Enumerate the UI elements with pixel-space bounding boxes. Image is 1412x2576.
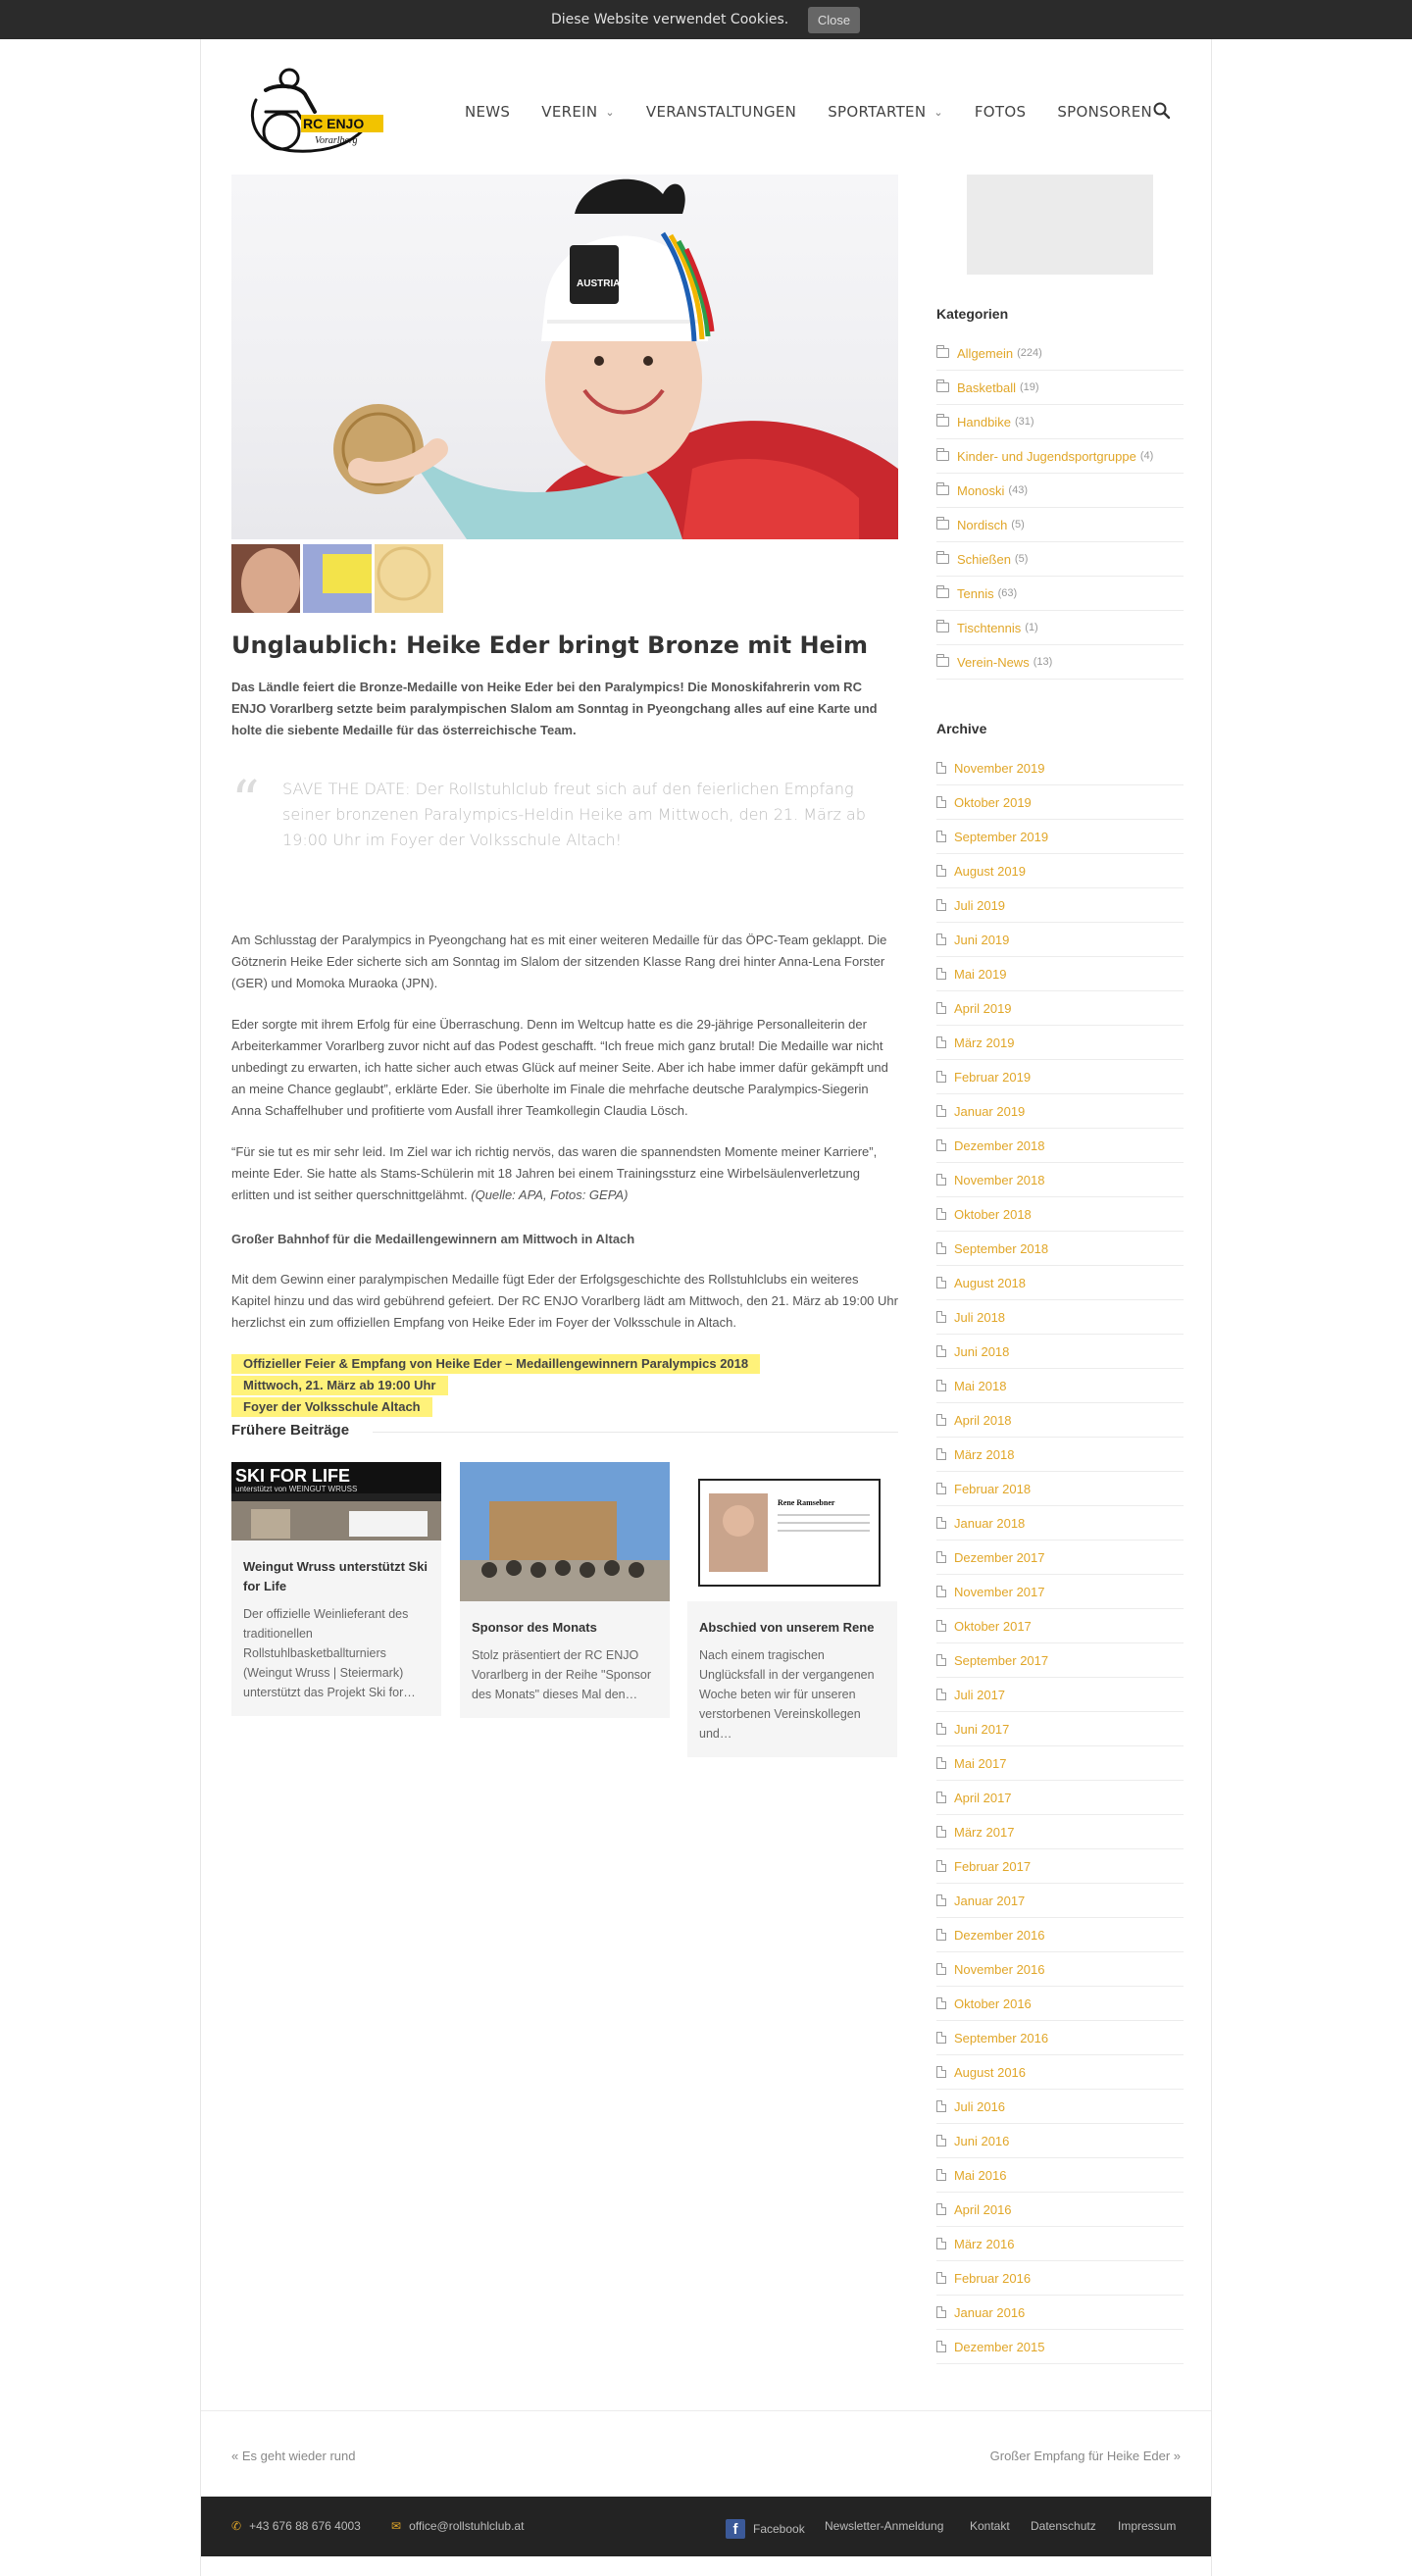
archive-item[interactable] [936, 1369, 1184, 1403]
category-label[interactable]: Handbike [957, 414, 1011, 429]
file-icon [936, 865, 946, 877]
file-icon [936, 1345, 946, 1357]
cookie-close-button[interactable]: Close [808, 7, 860, 33]
archive-label[interactable]: Januar 2016 [954, 2304, 1026, 2320]
archive-item[interactable] [936, 1438, 1184, 1472]
archive-label[interactable]: September 2017 [954, 1652, 1049, 1668]
archive-item[interactable] [936, 1129, 1184, 1163]
archive-label[interactable]: Oktober 2018 [954, 1206, 1032, 1222]
card-image-headline: SKI FOR LIFE [235, 1466, 350, 1486]
article-source: (Quelle: APA, Fotos: GEPA) [471, 1187, 629, 1202]
archive-item[interactable] [936, 2055, 1184, 2090]
card-image-sub: unterstützt von WEINGUT WRUSS [235, 1485, 358, 1493]
quote-text: SAVE THE DATE: Der Rollstuhlclub freut sich auf den feierlichen Empfang seiner bronzenen Paralympics-Heldin Heike am Mittwoch, den 21. März ab 19:00 Uhr im Foyer der Volksschule Altach! [282, 780, 866, 849]
archive-item[interactable] [936, 820, 1184, 854]
nav-sponsoren[interactable]: SPONSOREN [1057, 103, 1153, 121]
file-icon [936, 1174, 946, 1186]
file-icon [936, 1792, 946, 1803]
category-item[interactable] [936, 439, 1184, 474]
cookie-message: Diese Website verwendet Cookies. [551, 12, 789, 27]
archive-label[interactable]: Februar 2016 [954, 2270, 1032, 2286]
category-label[interactable]: Verein-News [957, 654, 1030, 670]
related-card[interactable] [687, 1462, 897, 1757]
archive-list [936, 751, 1184, 2364]
category-count: (4) [1139, 450, 1154, 462]
related-card-image[interactable] [231, 1462, 441, 1541]
file-icon [936, 1997, 946, 2009]
phone-icon: ✆ [231, 2519, 242, 2533]
thumbnail-2[interactable] [303, 544, 372, 613]
archive-item[interactable] [936, 1094, 1184, 1129]
file-icon [936, 1654, 946, 1666]
folder-icon [936, 657, 949, 667]
page-container [200, 39, 1212, 2576]
file-icon [936, 1860, 946, 1872]
file-icon [936, 1208, 946, 1220]
article-lead: Das Ländle feiert die Bronze-Medaille von Heike Eder bei den Paralympics! Die Monoskifahrerin vom RC ENJO Vorarlberg setzte beim paralympischen Slalom am Sonntag in Pyeongchang alles auf eine Karte und holte die siebente Medaille für das österreichische Team. [231, 680, 878, 737]
category-item[interactable] [936, 611, 1184, 645]
folder-icon [936, 520, 949, 530]
archive-label[interactable]: Mai 2016 [954, 2167, 1007, 2183]
archive-label[interactable]: Oktober 2016 [954, 1995, 1032, 2011]
archive-item[interactable] [936, 1849, 1184, 1884]
file-icon [936, 1105, 946, 1117]
archive-item[interactable] [936, 1472, 1184, 1506]
archive-item[interactable] [936, 1575, 1184, 1609]
article-subheading: Großer Bahnhof für die Medaillengewinnern am Mittwoch in Altach [231, 1232, 635, 1246]
footer-facebook-link[interactable]: f Facebook [726, 2519, 805, 2539]
archive-label[interactable]: Januar 2019 [954, 1103, 1026, 1119]
file-icon [936, 1002, 946, 1014]
site-logo[interactable] [236, 61, 393, 169]
cookie-bar [0, 0, 1412, 39]
category-count: (13) [1033, 656, 1053, 668]
thumbnail-3[interactable] [375, 544, 443, 613]
archive-label[interactable]: Oktober 2019 [954, 794, 1032, 810]
related-card-image[interactable] [687, 1462, 897, 1601]
facebook-icon: f [726, 2519, 745, 2539]
category-count: (31) [1014, 416, 1034, 428]
archive-item[interactable] [936, 923, 1184, 957]
file-icon [936, 1277, 946, 1288]
archive-label[interactable]: März 2016 [954, 2236, 1015, 2251]
quote-icon: “ [231, 770, 260, 833]
categories-list [936, 336, 1184, 680]
archive-item[interactable] [936, 1918, 1184, 1952]
archive-item[interactable] [936, 2296, 1184, 2330]
archive-item[interactable] [936, 1712, 1184, 1746]
archive-label[interactable]: Februar 2019 [954, 1069, 1032, 1085]
archive-label[interactable]: November 2019 [954, 760, 1045, 776]
archive-item[interactable] [936, 1541, 1184, 1575]
folder-icon [936, 554, 949, 564]
file-icon [936, 2272, 946, 2284]
related-divider [373, 1432, 898, 1433]
article-paragraph-4: Mit dem Gewinn einer paralympischen Medaille fügt Eder der Erfolgsgeschichte des Rollstuhlclubs ein weiteres Kapitel hinzu und das wird gebührend gefeiert. Der RC ENJO Vorarlberg lädt am Mittwoch, den 21. März ab 19:00 Uhr herzlichst ein zum offiziellen Empfang von Heike Eder im Foyer der Volksschule in Altach. [231, 1272, 898, 1330]
category-count: (19) [1019, 381, 1039, 393]
file-icon [936, 1311, 946, 1323]
category-item[interactable] [936, 371, 1184, 405]
archive-title: Archive [936, 721, 987, 736]
archive-label[interactable]: Dezember 2015 [954, 2339, 1045, 2354]
archive-label[interactable]: September 2018 [954, 1240, 1049, 1256]
related-card[interactable] [231, 1462, 441, 1716]
highlight-line: Foyer der Volksschule Altach [231, 1397, 432, 1417]
archive-item[interactable] [936, 751, 1184, 785]
archive-item[interactable] [936, 2193, 1184, 2227]
related-card-excerpt: Stolz präsentiert der RC ENJO Vorarlberg in der Reihe "Sponsor des Monats" dieses Mal den… [472, 1648, 652, 1701]
archive-label[interactable]: November 2016 [954, 1961, 1045, 1977]
archive-item[interactable] [936, 888, 1184, 923]
file-icon [936, 2032, 946, 2044]
footer-datenschutz-link[interactable]: Datenschutz [1031, 2519, 1096, 2533]
archive-item[interactable] [936, 2021, 1184, 2055]
archive-label[interactable]: August 2016 [954, 2064, 1027, 2080]
category-count: (5) [1014, 553, 1029, 565]
archive-label[interactable]: Juni 2017 [954, 1721, 1010, 1737]
archive-item[interactable] [936, 2227, 1184, 2261]
file-icon [936, 1242, 946, 1254]
file-icon [936, 1036, 946, 1048]
footer-email[interactable]: ✉ office@rollstuhlclub.at [391, 2519, 525, 2533]
file-icon [936, 2066, 946, 2078]
site-footer [201, 2497, 1211, 2556]
folder-icon [936, 417, 949, 427]
archive-label[interactable]: Juni 2016 [954, 2133, 1010, 2148]
thumbnail-1[interactable] [231, 544, 300, 613]
category-label[interactable]: Tennis [957, 585, 994, 601]
file-icon [936, 2238, 946, 2249]
cap-label-text: AUSTRIA [577, 278, 621, 289]
file-icon [936, 1517, 946, 1529]
archive-label[interactable]: März 2019 [954, 1035, 1015, 1050]
category-item[interactable] [936, 336, 1184, 371]
file-icon [936, 1723, 946, 1735]
related-card-title[interactable]: Weingut Wruss unterstützt Ski for Life [243, 1559, 429, 1593]
post-nav-divider [201, 2410, 1211, 2411]
archive-item[interactable] [936, 1060, 1184, 1094]
archive-label[interactable]: März 2018 [954, 1446, 1015, 1462]
category-count: (1) [1025, 622, 1038, 633]
file-icon [936, 2135, 946, 2147]
file-icon [936, 1551, 946, 1563]
related-card-title[interactable]: Abschied von unserem Rene [699, 1620, 875, 1635]
category-item[interactable] [936, 645, 1184, 680]
footer-impressum-link[interactable]: Impressum [1118, 2519, 1177, 2533]
category-label[interactable]: Monoski [957, 482, 1005, 498]
file-icon [936, 2203, 946, 2215]
folder-icon [936, 451, 949, 461]
archive-label[interactable]: August 2018 [954, 1275, 1027, 1290]
file-icon [936, 2306, 946, 2318]
file-icon [936, 1689, 946, 1700]
sidebar-ad-placeholder [967, 175, 1153, 275]
categories-title: Kategorien [936, 306, 1009, 322]
archive-label[interactable]: April 2016 [954, 2201, 1012, 2217]
archive-label[interactable]: April 2018 [954, 1412, 1012, 1428]
archive-label[interactable]: November 2017 [954, 1584, 1045, 1599]
archive-label[interactable]: Dezember 2017 [954, 1549, 1045, 1565]
archive-item[interactable] [936, 957, 1184, 991]
archive-item[interactable] [936, 2158, 1184, 2193]
archive-label[interactable]: Juni 2018 [954, 1343, 1010, 1359]
file-icon [936, 1380, 946, 1391]
archive-label[interactable]: Dezember 2018 [954, 1137, 1045, 1153]
category-label[interactable]: Basketball [957, 379, 1016, 395]
logo-text: RC ENJO [303, 116, 365, 131]
footer-phone[interactable]: ✆ +43 676 88 676 4003 [231, 2519, 361, 2533]
category-count: (224) [1017, 347, 1042, 359]
folder-icon [936, 382, 949, 392]
article-paragraph-2: Eder sorgte mit ihrem Erfolg für eine Überraschung. Denn im Weltcup hatte es die 29-jährige Personalleiterin der Arbeiterkammer Vorarlberg zuvor nicht auf das Podest geschafft. “Ich freue mich ganz brutal! Die Medaille war nicht unbedingt zu erwarten, ich hatte sicher auch etwas Glück auf meiner Seite. Aber ich habe immer dafür gekämpft und an meine Chance geglaubt”, erklärte Eder. Sie überholte im Finale die mehrfache deutsche Paralympics-Siegerin Anna Schaffelhuber und profitierte vom Ausfall ihrer Teamkollegin Claudia Lösch. [231, 1017, 888, 1118]
archive-item[interactable] [936, 1300, 1184, 1335]
folder-icon [936, 623, 949, 632]
archive-item[interactable] [936, 854, 1184, 888]
archive-item[interactable] [936, 785, 1184, 820]
archive-item[interactable] [936, 2330, 1184, 2364]
archive-item[interactable] [936, 1643, 1184, 1678]
file-icon [936, 1929, 946, 1941]
file-icon [936, 1586, 946, 1597]
file-icon [936, 899, 946, 911]
archive-label[interactable]: Dezember 2016 [954, 1927, 1045, 1943]
hero-thumbnails [231, 544, 443, 613]
folder-icon [936, 588, 949, 598]
footer-newsletter-link[interactable]: Newsletter-Anmeldung [825, 2519, 944, 2533]
card-image-name: Rene Ramsebner [778, 1498, 835, 1507]
archive-item[interactable] [936, 2090, 1184, 2124]
archive-item[interactable] [936, 1815, 1184, 1849]
archive-item[interactable] [936, 1506, 1184, 1541]
file-icon [936, 1963, 946, 1975]
archive-label[interactable]: Mai 2017 [954, 1755, 1007, 1771]
file-icon [936, 1414, 946, 1426]
file-icon [936, 1757, 946, 1769]
archive-label[interactable]: September 2019 [954, 829, 1049, 844]
archive-label[interactable]: September 2016 [954, 2030, 1049, 2046]
nav-veranstaltungen[interactable]: VERANSTALTUNGEN [645, 103, 797, 121]
file-icon [936, 1071, 946, 1083]
archive-item[interactable] [936, 2261, 1184, 2296]
file-icon [936, 1620, 946, 1632]
archive-item[interactable] [936, 1266, 1184, 1300]
chevron-down-icon: ⌄ [605, 105, 615, 119]
highlight-line: Offizieller Feier & Empfang von Heike Eder – Medaillengewinnern Paralympics 2018 [231, 1354, 760, 1374]
article-quote [231, 770, 898, 853]
archive-label[interactable]: Februar 2017 [954, 1858, 1032, 1874]
nav-news[interactable]: NEWS [465, 103, 511, 121]
chevron-down-icon: ⌄ [933, 105, 943, 119]
envelope-icon: ✉ [391, 2519, 402, 2533]
file-icon [936, 2169, 946, 2181]
archive-label[interactable]: Januar 2018 [954, 1515, 1026, 1531]
article-hero-image[interactable] [231, 175, 898, 539]
related-card-excerpt: Der offizielle Weinlieferant des traditionellen Rollstuhlbasketballturniers (Weingut Wruss | Steiermark) unterstützt das Projekt Ski for… [243, 1607, 416, 1699]
archive-label[interactable]: August 2019 [954, 863, 1027, 879]
archive-item[interactable] [936, 1232, 1184, 1266]
file-icon [936, 1826, 946, 1838]
archive-label[interactable]: Juli 2016 [954, 2098, 1006, 2114]
category-count: (43) [1008, 484, 1028, 496]
archive-item[interactable] [936, 1026, 1184, 1060]
article-title: Unglaublich: Heike Eder bringt Bronze mit Heim [231, 631, 869, 659]
article-paragraph-1: Am Schlusstag der Paralympics in Pyeongchang hat es mit einer weiteren Medaille für das ÖPC-Team geklappt. Die Götznerin Heike Eder sicherte sich am Sonntag im Slalom der sitzenden Klasse Rang drei hinter Anna-Lena Forster (GER) und Momoka Muraoka (JPN). [231, 933, 887, 990]
archive-item[interactable] [936, 1987, 1184, 2021]
category-label[interactable]: Allgemein [957, 345, 1014, 361]
category-label[interactable]: Schießen [957, 551, 1011, 567]
logo-subtext: Vorarlberg [315, 135, 358, 146]
category-count: (5) [1011, 519, 1025, 530]
prev-post-link[interactable]: « Es geht wieder rund [231, 2449, 356, 2463]
search-icon[interactable] [1152, 101, 1172, 121]
archive-label[interactable]: November 2018 [954, 1172, 1045, 1187]
archive-item[interactable] [936, 2124, 1184, 2158]
category-label[interactable]: Kinder- und Jugendsportgruppe [957, 448, 1136, 464]
file-icon [936, 1894, 946, 1906]
archive-item[interactable] [936, 1884, 1184, 1918]
file-icon [936, 2100, 946, 2112]
archive-label[interactable]: März 2017 [954, 1824, 1015, 1840]
archive-label[interactable]: Oktober 2017 [954, 1618, 1032, 1634]
category-label[interactable]: Nordisch [957, 517, 1008, 532]
archive-item[interactable] [936, 991, 1184, 1026]
archive-label[interactable]: Juli 2017 [954, 1687, 1006, 1702]
archive-label[interactable]: Juni 2019 [954, 932, 1010, 947]
related-card[interactable] [460, 1462, 670, 1718]
archive-label[interactable]: Februar 2018 [954, 1481, 1032, 1496]
archive-item[interactable] [936, 1746, 1184, 1781]
archive-label[interactable]: Juli 2019 [954, 897, 1006, 913]
folder-icon [936, 485, 949, 495]
archive-item[interactable] [936, 1197, 1184, 1232]
archive-label[interactable]: Mai 2018 [954, 1378, 1007, 1393]
archive-item[interactable] [936, 1163, 1184, 1197]
category-item[interactable] [936, 474, 1184, 508]
nav-sportarten[interactable]: SPORTARTEN ⌄ [828, 103, 943, 121]
related-card-title[interactable]: Sponsor des Monats [472, 1620, 597, 1635]
event-highlights [231, 1354, 760, 1419]
file-icon [936, 1483, 946, 1494]
main-nav [465, 103, 1152, 121]
archive-item[interactable] [936, 1781, 1184, 1815]
related-posts-title: Frühere Beiträge [231, 1422, 350, 1439]
file-icon [936, 762, 946, 774]
category-item[interactable] [936, 508, 1184, 542]
archive-label[interactable]: Januar 2017 [954, 1893, 1026, 1908]
highlight-line: Mittwoch, 21. März ab 19:00 Uhr [231, 1376, 448, 1395]
archive-label[interactable]: April 2017 [954, 1790, 1012, 1805]
category-item[interactable] [936, 542, 1184, 577]
category-item[interactable] [936, 577, 1184, 611]
related-card-excerpt: Nach einem tragischen Unglücksfall in der vergangenen Woche beten wir für unseren verstorbenen Vereinskollegen und… [699, 1648, 875, 1741]
file-icon [936, 968, 946, 980]
file-icon [936, 1448, 946, 1460]
archive-item[interactable] [936, 1403, 1184, 1438]
archive-label[interactable]: April 2019 [954, 1000, 1012, 1016]
category-item[interactable] [936, 405, 1184, 439]
category-count: (63) [997, 587, 1018, 599]
archive-item[interactable] [936, 1609, 1184, 1643]
file-icon [936, 1139, 946, 1151]
archive-item[interactable] [936, 1678, 1184, 1712]
folder-icon [936, 348, 949, 358]
archive-label[interactable]: Juli 2018 [954, 1309, 1006, 1325]
nav-fotos[interactable]: FOTOS [974, 103, 1027, 121]
file-icon [936, 831, 946, 842]
footer-kontakt-link[interactable]: Kontakt [970, 2519, 1010, 2533]
related-card-image[interactable] [460, 1462, 670, 1601]
archive-item[interactable] [936, 1335, 1184, 1369]
archive-item[interactable] [936, 1952, 1184, 1987]
file-icon [936, 934, 946, 945]
file-icon [936, 796, 946, 808]
next-post-link[interactable]: Großer Empfang für Heike Eder » [989, 2449, 1181, 2463]
archive-label[interactable]: Mai 2019 [954, 966, 1007, 982]
article-paragraph-3: “Für sie tut es mir sehr leid. Im Ziel war ich richtig nervös, das waren die spannendsten Momente meiner Karriere”, meinte Eder. Sie hatte als Stams-Schülerin mit 18 Jahren bei einem Trainingssturz eine Wirbelsäulenverletzung erlitten und ist seither querschnittgelähmt. (Quelle: APA, Fotos: GEPA) [231, 1144, 878, 1202]
category-label[interactable]: Tischtennis [957, 620, 1022, 635]
file-icon [936, 2341, 946, 2352]
nav-verein[interactable]: VEREIN ⌄ [541, 103, 615, 121]
